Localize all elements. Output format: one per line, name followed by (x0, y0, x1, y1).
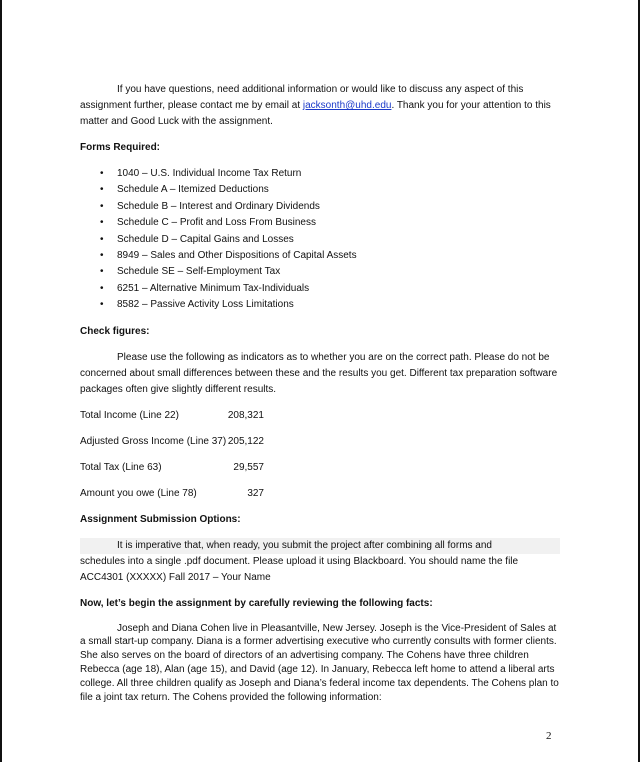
list-item: • Schedule D – Capital Gains and Losses (80, 232, 560, 248)
forms-list (80, 166, 560, 314)
check-figure-value: 205,122 (227, 435, 264, 447)
submission-line-1: It is imperative that, when ready, you submit the project after combining all forms and (80, 538, 560, 554)
forms-required-heading: Forms Required: (80, 142, 161, 153)
submission-paragraph (80, 538, 560, 586)
list-item: • 6251 – Alternative Minimum Tax-Individuals (80, 281, 560, 297)
submission-line-2: schedules into a single .pdf document. Please upload it using Blackboard. You should name the file (80, 555, 519, 567)
list-item: • Schedule A – Itemized Deductions (80, 182, 560, 198)
list-item: • Schedule SE – Self-Employment Tax (80, 264, 560, 280)
check-figure-row (80, 460, 560, 476)
check-figures-intro: Please use the following as indicators as to whether you are on the correct path. Please do not be concerned about small differences between these and the results you get. Different tax preparation software packages often give slightly different results. (80, 351, 558, 395)
check-figure-label: Total Income (Line 22) (80, 409, 179, 421)
check-figure-label: Total Tax (Line 63) (80, 461, 162, 473)
page-number: 2 (546, 730, 552, 742)
check-figure-label: Adjusted Gross Income (Line 37) (80, 435, 227, 447)
contact-paragraph: If you have questions, need additional information or would like to discuss any aspect of this assignment further, please contact me by email at jacksonth@uhd.edu. Thank you for your attention to this matter and Good Luck with the assignment. (80, 84, 551, 127)
check-figure-row (80, 408, 560, 424)
submission-heading: Assignment Submission Options: (80, 513, 241, 525)
check-figure-value: 327 (247, 487, 264, 499)
email-link[interactable]: jacksonth@uhd.edu (302, 100, 392, 111)
document-page (80, 82, 560, 704)
check-figure-row (80, 486, 560, 502)
check-figure-value: 29,557 (233, 461, 264, 473)
facts-paragraph: Joseph and Diana Cohen live in Pleasantville, New Jersey. Joseph is the Vice-President of Sales at a small start-up company. Diana is a former advertising executive who currently consults with former clients. She also serves on the board of directors of an advertising company. The Cohens have three children Rebecca (age 18), Alan (age 15), and David (age 12). In January, Rebecca left home to attend a liberal arts college. All three children qualify as Joseph and Diana’s federal income tax dependents. The Cohens plan to file a joint tax return. The Cohens provided the following information: (80, 622, 559, 703)
check-figure-label: Amount you owe (Line 78) (80, 487, 197, 499)
facts-heading: Now, let’s begin the assignment by carefully reviewing the following facts: (80, 597, 433, 609)
document-left-border (0, 0, 2, 762)
list-item: • 1040 – U.S. Individual Income Tax Return (80, 166, 560, 182)
list-item: • 8949 – Sales and Other Dispositions of Capital Assets (80, 248, 560, 264)
list-item: • 8582 – Passive Activity Loss Limitations (80, 297, 560, 313)
list-item: • Schedule C – Profit and Loss From Business (80, 215, 560, 231)
list-item: • Schedule B – Interest and Ordinary Dividends (80, 199, 560, 215)
check-figure-value: 208,321 (227, 409, 264, 421)
check-figure-row (80, 434, 560, 450)
submission-line-3: ACC4301 (XXXXX) Fall 2017 – Your Name (80, 571, 271, 583)
check-figures-heading: Check figures: (80, 325, 150, 337)
